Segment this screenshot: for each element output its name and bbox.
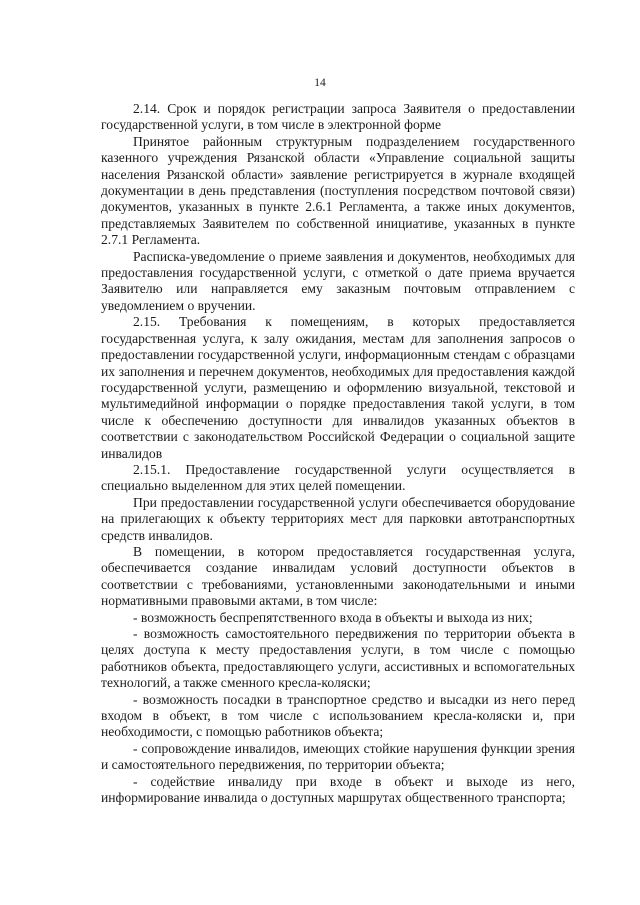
paragraph-parking: При предоставлении государственной услуги обеспечивается оборудование на прилегающих к объекту территориях мест для парковки автотранспортных средств инвалидов. bbox=[101, 494, 575, 543]
list-item-boarding: - возможность посадки в транспортное средство и высадки из него перед входом в объект, в том числе с использованием кресла-коляски и, при необходимости, с помощью работников объекта; bbox=[101, 691, 575, 740]
list-item-movement: - возможность самостоятельного передвижения по территории объекта в целях доступа к месту предоставления услуги, в том числе с помощью работников объекта, предоставляющего услуги, ассистивных и вспомогательных технологий, а также сменного кресла-коляски; bbox=[101, 626, 575, 691]
paragraph-2-15-heading: 2.15. Требования к помещениям, в которых предоставляется государственная услуга, к залу ожидания, местам для заполнения запросов о предоставлении государственной услуги, информационным стендам с образцами их заполнения и перечнем документов, необходимых для предоставления каждой государственной услуги, размещению и оформлению визуальной, текстовой и мультимедийной информации о порядке предоставления такой услуги, в том числе к обеспечению доступности для инвалидов указанных объектов в соответствии с законодательством Российской Федерации о социальной защите инвалидов bbox=[101, 314, 575, 461]
page-number: 14 bbox=[314, 77, 326, 89]
list-item-escort: - сопровождение инвалидов, имеющих стойкие нарушения функции зрения и самостоятельного передвижения, по территории объекта; bbox=[101, 740, 575, 773]
paragraph-2-14-heading: 2.14. Срок и порядок регистрации запроса Заявителя о предоставлении государственной услуги, в том числе в электронной форме bbox=[101, 101, 575, 133]
document-body bbox=[101, 101, 575, 806]
paragraph-accessibility-conditions: В помещении, в котором предоставляется государственная услуга, обеспечивается создание инвалидам условий доступности объектов в соответствии с требованиями, установленными законодательными и иными нормативными правовыми актами, в том числе: bbox=[101, 543, 575, 609]
paragraph-registration: Принятое районным структурным подразделением государственного казенного учреждения Рязанской области «Управление социальной защиты населения Рязанской области» заявление регистрируется в журнале входящей документации в день представления (поступления посредством почтовой связи) документов, указанных в пункте 2.6.1 Регламента, а также иных документов, представляемых Заявителем по собственной инициативе, указанных в пункте 2.7.1 Регламента. bbox=[101, 133, 575, 248]
paragraph-2-15-1: 2.15.1. Предоставление государственной услуги осуществляется в специально выделенном для этих целей помещении. bbox=[101, 461, 575, 494]
list-item-assistance: - содействие инвалиду при входе в объект и выходе из него, информирование инвалида о доступных маршрутах общественного транспорта; bbox=[101, 773, 575, 806]
paragraph-receipt-notice: Расписка-уведомление о приеме заявления и документов, необходимых для предоставления государственной услуги, с отметкой о дате приема вручается Заявителю или направляется ему заказным почтовым отправлением с уведомлением о вручении. bbox=[101, 248, 575, 313]
list-item-entry-exit: - возможность беспрепятственного входа в объекты и выхода из них; bbox=[133, 609, 533, 625]
